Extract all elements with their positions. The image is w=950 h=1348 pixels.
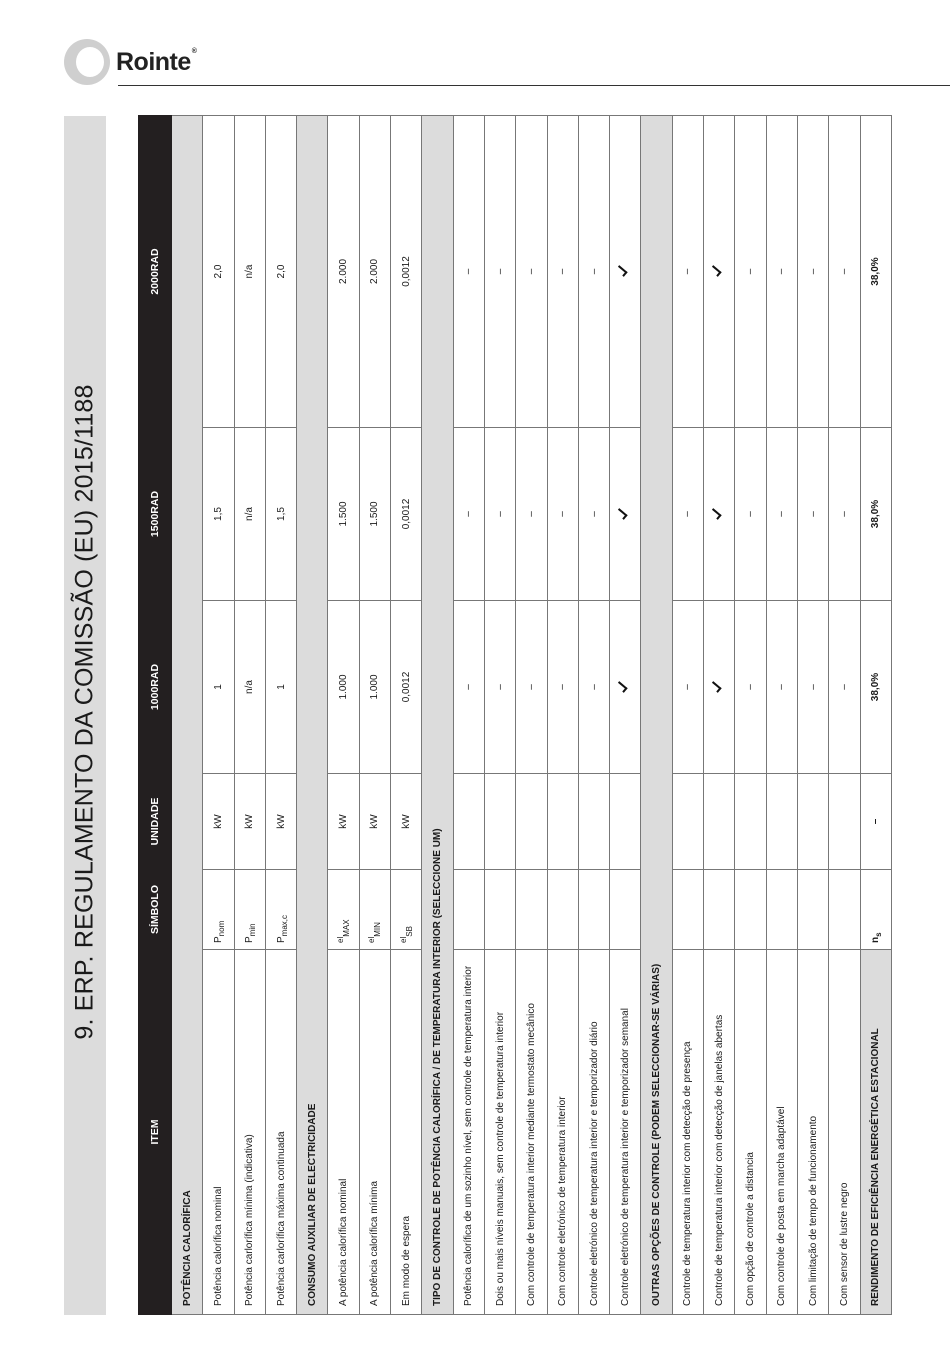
value-1500rad [578,428,609,601]
cell-value: – [525,511,537,517]
row-unit [578,774,609,870]
value-1500rad [484,428,515,601]
cell-value: – [776,268,788,275]
row-item [578,950,609,1315]
header-unit: UNIDADE [139,774,172,870]
value-2000rad [359,116,390,428]
section-row-options [641,116,672,1315]
row-symbol [516,870,547,950]
cell-value: – [463,684,475,690]
value-1000rad [766,601,797,774]
row-item-label: A potência calorífica mínima [369,1180,381,1306]
row-symbol [265,870,296,950]
row-item [547,950,578,1315]
cell-value: – [744,511,756,517]
row-symbol [735,870,766,950]
table-row [203,116,234,1315]
cell-value: – [525,684,537,690]
row-unit [516,774,547,870]
table-row [484,116,515,1315]
cell-value: – [807,684,819,690]
symbol-superscript: el [336,936,346,943]
cell-value: 1.500 [369,501,381,527]
symbol-main: P [212,936,224,943]
cell-value: – [494,268,506,275]
table-row [672,116,703,1315]
checkmark-icon [616,508,628,520]
unit-value: kW [212,814,224,829]
row-symbol [328,870,359,950]
row-symbol [578,870,609,950]
cell-value: – [588,268,600,275]
cell-value: 1.500 [338,501,350,527]
row-item [516,950,547,1315]
value-1500rad [265,428,296,601]
brand-logo [64,36,196,88]
symbol-superscript: el [367,936,377,943]
cell-value: 0,0012 [400,256,412,287]
efficiency-label-text: RENDIMENTO DE EFICIÊNCIA ENERGÉTICA ESTACIONAL [870,1028,882,1306]
cell-value: – [776,684,788,690]
row-item [672,950,703,1315]
row-item [797,950,828,1315]
table-row [516,116,547,1315]
cell-value: 1,5 [212,507,224,521]
value-2000rad [766,116,797,428]
cell-value: – [838,511,850,517]
efficiency-unit [860,774,891,870]
row-unit [234,774,265,870]
row-item [829,950,860,1315]
row-item [265,950,296,1315]
checkmark-icon [710,508,722,520]
row-item [735,950,766,1315]
cell-value: 1,5 [275,507,287,521]
row-unit [391,774,422,870]
cell-value: 38,0% [870,257,882,286]
row-item [359,950,390,1315]
efficiency-row [860,116,891,1315]
header-item: ITEM [139,950,172,1315]
value-1500rad [234,428,265,601]
cell-value: – [776,511,788,517]
row-item [766,950,797,1315]
cell-value: – [682,511,694,517]
cell-value: – [682,268,694,275]
symbol-superscript: el [398,936,408,943]
unit-value: kW [275,814,287,829]
header-model-1500rad: 1500RAD [139,428,172,601]
value-1500rad [797,428,828,601]
cell-value: – [744,268,756,275]
cell-value: – [557,511,569,517]
table-row [610,116,641,1315]
table-row [735,116,766,1315]
section-row-heat [172,116,203,1315]
cell-value: 0,0012 [400,498,412,530]
cell-value: – [807,268,819,275]
value-1000rad [516,601,547,774]
brand-name: Rointe® [116,47,197,76]
symbol-subscript: nom [216,920,226,937]
cell-value: – [557,268,569,275]
checkmark-icon [710,266,722,278]
table-row [391,116,422,1315]
table-header-row [139,116,172,1315]
cell-value: – [588,511,600,517]
symbol-subscript: MIN [373,922,383,937]
value-1000rad [359,601,390,774]
row-item-label: Controle de temperatura interior com detecção de presença [682,1041,694,1306]
checkmark-icon [710,681,722,693]
row-unit [453,774,484,870]
row-unit [265,774,296,870]
section-label: TIPO DE CONTROLE DE POTÊNCIA CALORÍFICA / DE TEMPERATURA INTERIOR (SELECCIONE UM) [432,828,444,1306]
unit-value: kW [369,814,381,829]
value-2000rad [391,116,422,428]
table-row [234,116,265,1315]
value-1000rad [265,601,296,774]
section-label: CONSUMO AUXILIAR DE ELECTRICIDADE [306,1103,318,1306]
cell-value: n/a [244,680,256,694]
row-unit [328,774,359,870]
row-unit [610,774,641,870]
value-1500rad [359,428,390,601]
unit-value: kW [338,814,350,829]
cell-value: – [525,268,537,275]
efficiency-1500rad [860,428,891,601]
symbol-subscript: s [874,932,884,937]
row-unit [203,774,234,870]
symbol-main: P [244,936,256,943]
cell-value: 1 [212,684,224,690]
value-1000rad [672,601,703,774]
efficiency-label [860,950,891,1315]
table-row [578,116,609,1315]
row-item-label: Em modo de espera [400,1215,412,1306]
value-1500rad [735,428,766,601]
row-item [484,950,515,1315]
cell-value: 1 [275,684,287,690]
table-row [797,116,828,1315]
row-symbol [484,870,515,950]
section-label: POTÊNCIA CALORÍFICA [181,1190,193,1306]
cell-value: – [588,684,600,690]
value-1500rad [453,428,484,601]
erp-specifications-table [138,115,892,1315]
efficiency-1000rad [860,601,891,774]
cell-value: 1.000 [369,674,381,700]
row-item-label: Com controle de posta em marcha adaptável [776,1106,788,1306]
row-symbol [610,870,641,950]
table-body [172,116,892,1315]
efficiency-symbol [860,870,891,950]
table-row [829,116,860,1315]
value-1500rad [766,428,797,601]
table-row [453,116,484,1315]
value-1000rad [547,601,578,774]
row-unit [766,774,797,870]
cell-value: 1.000 [338,674,350,700]
row-item [610,950,641,1315]
row-item-label: Controle de temperatura interior com detecção de janelas abertas [713,1014,725,1306]
value-1500rad [610,428,641,601]
section-title [172,116,203,1315]
cell-value: 2.000 [369,258,381,285]
section-title [641,116,672,1315]
row-item-label: Com limitação de tempo de funcionamento [807,1115,819,1306]
value-1000rad [610,601,641,774]
value-2000rad [484,116,515,428]
section-title [422,116,453,1315]
section-row-aux [297,116,328,1315]
value-2000rad [578,116,609,428]
symbol-main: P [275,936,287,943]
cell-value: – [463,511,475,517]
row-unit [829,774,860,870]
row-item-label: Controle eletrónico de temperatura interior e temporizador semanal [619,1008,631,1306]
value-1000rad [453,601,484,774]
value-2000rad [234,116,265,428]
row-symbol [453,870,484,950]
cell-value: n/a [244,264,256,279]
cell-value: – [682,684,694,690]
cell-value: – [838,684,850,690]
cell-value: 2,0 [212,264,224,279]
section-title [297,116,328,1315]
table-row [265,116,296,1315]
checkmark-icon [616,266,628,278]
symbol-subscript: SB [404,926,414,937]
value-2000rad [516,116,547,428]
table-row [359,116,390,1315]
rointe-logo-icon [64,39,110,85]
row-symbol [766,870,797,950]
cell-value: – [807,511,819,517]
header-model-2000rad: 2000RAD [139,116,172,428]
row-item-label: Dois ou mais níveis manuais, sem controle de temperatura interior [494,1011,506,1306]
value-1500rad [704,428,735,601]
row-unit [735,774,766,870]
checkmark-icon [616,681,628,693]
page-title: 9. ERP. REGULAMENTO DA COMISSÃO (EU) 2015/1188 [70,384,99,1040]
row-item-label: A potência calorífica nominal [338,1178,350,1306]
row-unit [672,774,703,870]
row-symbol [829,870,860,950]
value-2000rad [203,116,234,428]
erp-table-container [138,116,886,1315]
value-1000rad [328,601,359,774]
row-item-label: Com opção de controle a distancia [744,1152,756,1306]
symbol-subscript: MAX [342,919,352,937]
cell-value: 38,0% [870,499,882,529]
value-1000rad [797,601,828,774]
row-item-label: Potência calorífica de um sozinho nível, sem controle de temperatura interior [463,965,475,1306]
row-symbol [672,870,703,950]
efficiency-2000rad [860,116,891,428]
row-item [203,950,234,1315]
value-2000rad [704,116,735,428]
value-1000rad [234,601,265,774]
row-item [704,950,735,1315]
table-row [547,116,578,1315]
cell-value: – [494,684,506,690]
value-1500rad [829,428,860,601]
row-unit [359,774,390,870]
section-row-control [422,116,453,1315]
title-sidebar [64,116,106,1315]
value-1500rad [328,428,359,601]
unit-value: kW [400,814,412,829]
value-1000rad [578,601,609,774]
value-1000rad [704,601,735,774]
row-unit [484,774,515,870]
row-item-label: Potência carlorífica máxima continuada [275,1131,287,1306]
row-item-label: Com controle eletrónico de temperatura interior [557,1096,569,1306]
symbol-subscript: min [248,923,258,937]
value-2000rad [265,116,296,428]
row-symbol [234,870,265,950]
table-row [328,116,359,1315]
value-1500rad [203,428,234,601]
cell-value: – [557,684,569,690]
header-divider [118,85,950,86]
cell-value: 0,0012 [400,671,412,703]
value-1000rad [484,601,515,774]
row-item [234,950,265,1315]
value-1500rad [672,428,703,601]
row-unit [704,774,735,870]
row-item-label: Com controle de temperatura interior mediante termostato mecânico [525,1003,537,1306]
row-unit [547,774,578,870]
header-model-1000rad: 1000RAD [139,601,172,774]
row-item-label: Potência calorífica nominal [212,1186,224,1306]
row-symbol [547,870,578,950]
value-2000rad [797,116,828,428]
value-1000rad [203,601,234,774]
value-1000rad [735,601,766,774]
row-item [391,950,422,1315]
unit-value: – [870,818,882,825]
row-symbol [704,870,735,950]
cell-value: – [463,268,475,275]
row-item-label: Com sensor de lustre negro [838,1182,850,1306]
section-label: OUTRAS OPÇÕES DE CONTROLE (PODEM SELECCIONAR-SE VÁRIAS) [651,963,663,1306]
cell-value: n/a [244,507,256,521]
cell-value: 2,0 [275,264,287,279]
symbol-main: n [870,936,882,943]
value-2000rad [453,116,484,428]
cell-value: – [838,268,850,275]
value-1500rad [516,428,547,601]
row-item [328,950,359,1315]
row-symbol [797,870,828,950]
value-2000rad [547,116,578,428]
row-item-label: Controle eletrónico de temperatura interior e temporizador diário [588,1021,600,1306]
table-row [766,116,797,1315]
table-row [704,116,735,1315]
value-2000rad [735,116,766,428]
value-1000rad [829,601,860,774]
value-1500rad [391,428,422,601]
row-item [453,950,484,1315]
row-symbol [359,870,390,950]
row-item-label: Potência carlorífica mínima (indicativa) [244,1134,256,1306]
value-1000rad [391,601,422,774]
value-2000rad [328,116,359,428]
value-2000rad [610,116,641,428]
cell-value: – [744,684,756,690]
row-unit [797,774,828,870]
cell-value: – [494,511,506,517]
value-2000rad [829,116,860,428]
symbol-subscript: max,c [279,914,289,937]
cell-value: 38,0% [870,672,882,702]
header-symbol: SÍMBOLO [139,870,172,950]
unit-value: kW [244,814,256,829]
value-2000rad [672,116,703,428]
cell-value: 2.000 [338,258,350,285]
row-symbol [203,870,234,950]
value-1500rad [547,428,578,601]
row-symbol [391,870,422,950]
